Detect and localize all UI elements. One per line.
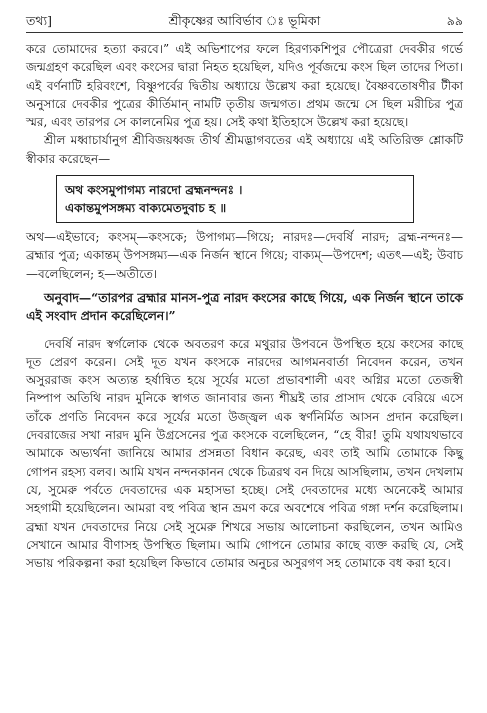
- page-number: ৯৯: [446, 13, 463, 28]
- purport: দেবর্ষি নারদ স্বর্গলোক থেকে অবতরণ করে মথুরার উপবনে উপস্থিত হয়ে কংসের কাছে দূত প্রেরণ করেন। সেই দূত যখন কংসকে নারদের আগমনবার্তা নিবেদন করেন, তখন অসুররাজ কংস অত্যন্ত হর্ষান্বিত হয়ে সূর্যের মতো প্রভাবশালী এবং অগ্নির মতো তেজস্বী নিষ্পাপ অতিথি নারদ মুনিকে স্বাগত জানাবার জন্য শীঘ্রই তার প্রাসাদ থেকে বেরিয়ে এসে তাঁকে প্রণতি নিবেদন করে সূর্যের মতো উজ্জ্বল এক স্বর্ণনির্মিত আসন প্রদান করেছিল। দেবরাজের সখা নারদ মুনি উগ্রসেনের পুত্র কংসকে বলেছিলেন, “হে বীর! তুমি যথাযথভাবে আমাকে অভ্যর্থনা জানিয়ে আমার প্রসন্নতা বিধান করেছ, এবং তাই আমি তোমাকে কিছু গোপন রহস্য বলব। আমি যখন নন্দনকানন থেকে চিত্ররথ বন দিয়ে আসছিলাম, তখন দেখলাম যে, সুমেরু পর্বতে দেবতাদের এক মহাসভা হচ্ছে। সেই দেবতাদের মধ্যে অনেকেই আমার সহগামী হয়েছিলেন। আমরা বহু পবিত্র স্থান ভ্রমণ করে অবশেষে পবিত্র গঙ্গা দর্শন করেছিলাম। ব্রহ্মা যখন দেবতাদের নিয়ে সেই সুমেরু শিখরে সভায় আলোচনা করছিলেন, তখন আমিও সেখানে আমার বীণাসহ উপস্থিত ছিলাম। আমি গোপনে তোমার কাছে ব্যক্ত করছি যে, সেই সভায় পরিকল্পনা করা হয়েছিল কিভাবে তোমার অনুচর অসুরগণ সহ তোমাকে বধ করা হবে।: [26, 336, 463, 571]
- verse-line-2: একান্তমুপসঙ্গম্য বাক্যমেতদুবাচ হ ॥: [65, 201, 227, 216]
- verse-line-1: অথ কংসমুপাগম্য নারদো ব্রহ্মনন্দনঃ ।: [65, 183, 243, 198]
- page-header: [26, 10, 463, 33]
- paragraph-intro: করে তোমাদের হত্যা করবে।” এই অভিশাপের ফলে হিরণ্যকশিপুর পৌত্রেরা দেবকীর গর্ভে জন্মগ্রহণ করেছিল এবং কংসের দ্বারা নিহত হয়েছিল, যদিও পূর্বজন্মে কংস ছিল তাদের পিতা। এই বর্ণনাটি হরিবংশে, বিষ্ণুপর্বের দ্বিতীয় অধ্যায়ে উল্লেখ করা হয়েছে। বৈষ্ণবতোষণীর টীকা অনুসারে দেবকীর পুত্রের কীর্তিমান্ নামটি তৃতীয় জন্মগত। প্রথম জন্মে সে ছিল মরীচির পুত্র স্মর, এবং তারপর সে কালনেমির পুত্র হয়। সেই কথা ইতিহাসে উল্লেখ করা হয়েছে।: [26, 42, 463, 130]
- translation: অনুবাদ—“তারপর ব্রহ্মার মানস-পুত্র নারদ কংসের কাছে গিয়ে, এক নির্জন স্থানে তাকে এই সংবাদ প্রদান করেছিলেন।”: [26, 289, 463, 324]
- verse-box: [56, 175, 414, 223]
- book-page: [26, 10, 463, 572]
- header-section: তথ্য]: [26, 13, 52, 28]
- header-title: শ্রীকৃষ্ণের আবির্ভাব ঃ ভূমিকা: [168, 13, 321, 28]
- paragraph-verse-intro: শ্রীল মধ্বাচার্যানুগ শ্রীবিজয়ধ্বজ তীর্থ শ্রীমদ্ভাগবতের এই অধ্যায়ে এই অতিরিক্ত শ্লোকটি স্বীকার করেছেন—: [26, 133, 463, 166]
- word-meanings: অথ—এইভাবে; কংসম্—কংসকে; উপাগম্য—গিয়ে; নারদঃ—দেবর্ষি নারদ; ব্রহ্ম-নন্দনঃ—ব্রহ্মার পুত্র; একান্তম্ উপসঙ্গম্য—এক নির্জন স্থানে গিয়ে; বাক্যম্—উপদেশ; এতৎ—এই; উবাচ—বলেছিলেন; হ—অতীতে।: [26, 230, 463, 281]
